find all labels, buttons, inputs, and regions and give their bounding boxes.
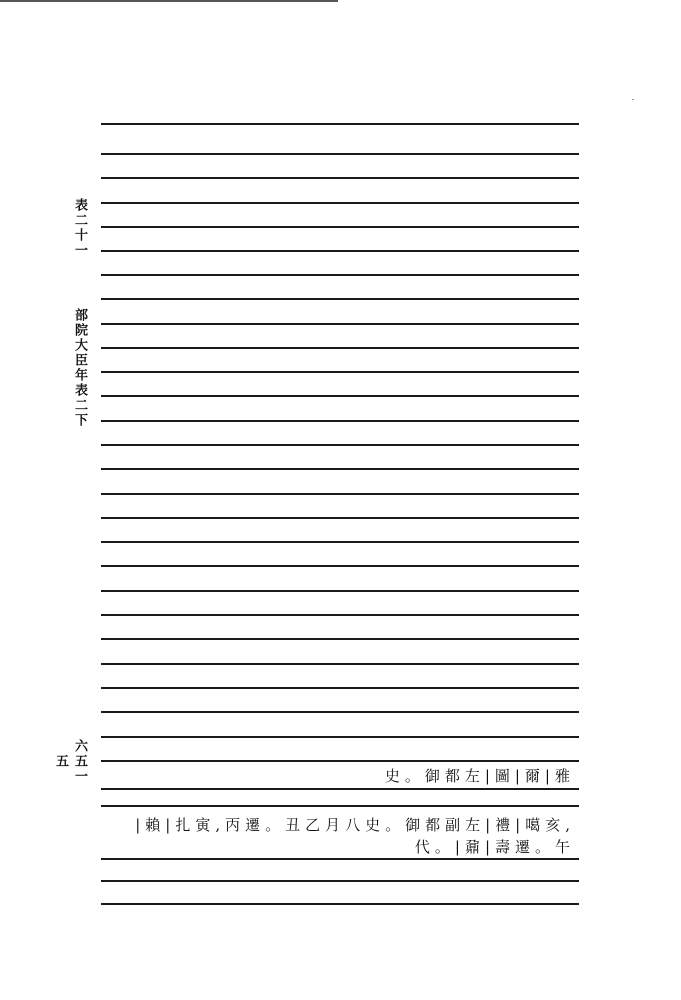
table-rule: [101, 541, 579, 543]
table-rule: [101, 614, 579, 616]
table-rule: [101, 153, 579, 155]
table-rule: [101, 444, 579, 446]
table-rule: [101, 711, 579, 713]
table-rule: [101, 565, 579, 567]
table-rule: [101, 123, 579, 125]
table-rule: [101, 250, 579, 252]
table-rule: [101, 903, 579, 905]
table-rule: [101, 493, 579, 495]
table-rule: [101, 638, 579, 640]
section-subtitle: 部院大臣年表二下: [72, 308, 87, 428]
table-rule: [101, 590, 579, 592]
table-rule: [101, 420, 579, 422]
table-rule: [101, 880, 579, 882]
table-rule: [101, 663, 579, 665]
table-rule: [101, 395, 579, 397]
scan-speck: [632, 99, 634, 100]
table-rule: [101, 517, 579, 519]
table-rule: [101, 468, 579, 470]
table-rule: [101, 298, 579, 300]
entry-text-line-1: 史。御都左|圖|爾|雅: [384, 767, 575, 785]
table-rule: [101, 805, 579, 807]
section-title: 表二十一: [72, 198, 87, 258]
entry-text-line-2: |賴|扎寅,丙遷。丑乙月八史。御都副左|禮|噶亥,: [135, 816, 575, 834]
table-rule: [101, 274, 579, 276]
table-rule: [101, 202, 579, 204]
table-rule: [101, 760, 579, 762]
table-rule: [101, 323, 579, 325]
table-rule: [101, 788, 579, 790]
table-rule: [101, 347, 579, 349]
top-edge-rule: [0, 0, 338, 2]
table-rule: [101, 687, 579, 689]
table-rule: [101, 858, 579, 860]
table-rule: [101, 177, 579, 179]
page-number: 六五一五: [53, 738, 87, 784]
table-rule: [101, 736, 579, 738]
table-rule: [101, 371, 579, 373]
entry-text-line-3: 代。|鼐|壽遷。午: [414, 838, 575, 856]
table-rule: [101, 226, 579, 228]
